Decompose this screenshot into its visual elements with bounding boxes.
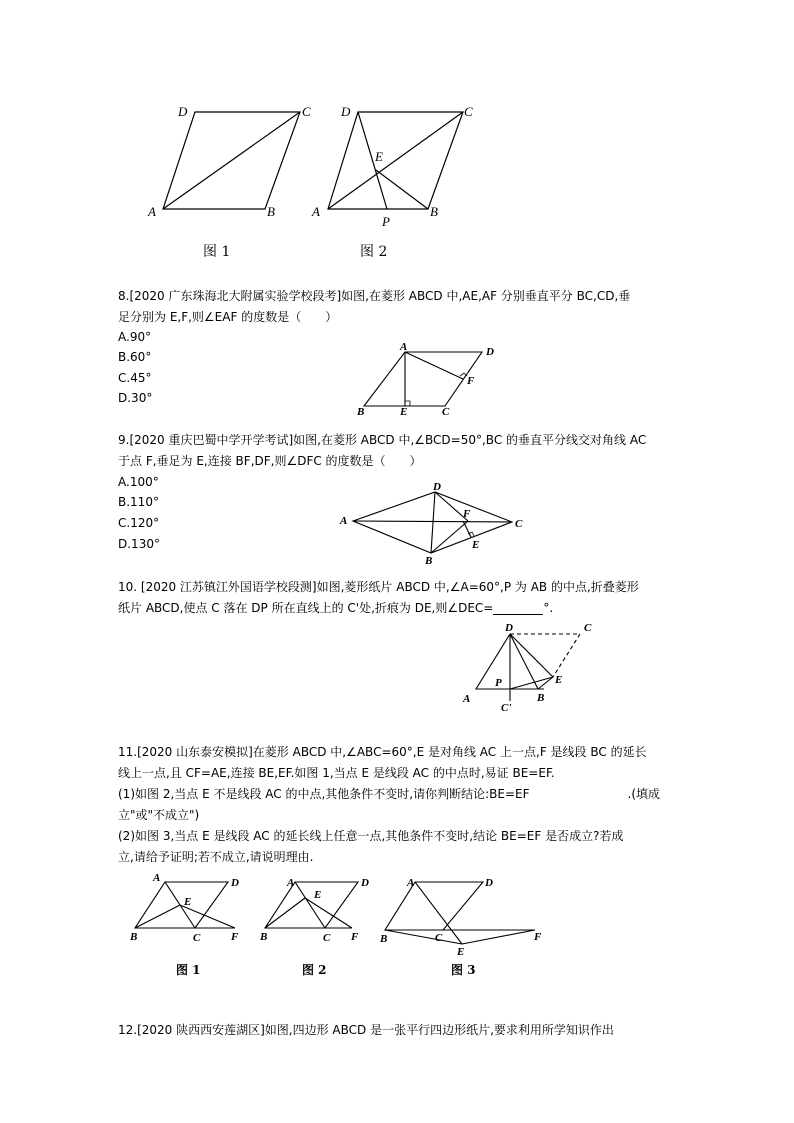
q8-option-b: B.60° [118,350,152,364]
q8-option-d: D.30° [118,391,153,405]
point-label-D: D [178,104,188,119]
point-label-F: F [231,931,239,943]
point-label-C: C [584,622,592,634]
point-label-A: A [148,204,156,219]
point-label-A: A [287,877,295,889]
q10-figure [455,615,605,715]
point-label-C: C [515,518,523,530]
point-label-B: B [357,406,365,418]
point-label-C: C [442,406,450,418]
q9-option-d: D.130° [118,537,160,551]
point-label-D: D [505,622,513,634]
figure-caption: 图 3 [451,963,476,977]
point-label-B: B [130,931,138,943]
point-label-C: C [435,932,443,944]
point-label-F: F [463,508,471,520]
point-label-D: D [361,877,369,889]
point-label-B: B [260,931,268,943]
figure-caption: 图 1 [176,963,201,977]
q9-line-2: 于点 F,垂足为 E,连接 BF,DF,则∠DFC 的度数是（ ） [118,454,422,468]
q9-option-b: B.110° [118,495,159,509]
point-label-F: F [351,931,359,943]
figure-caption: 图 2 [360,244,388,260]
q8-line-1: 8.[2020 广东珠海北大附属实验学校段考]如图,在菱形 ABCD 中,AE,AF 分别垂直平分 BC,CD,垂 [118,289,631,303]
q9-figure [335,478,535,568]
q11-line-6: 立,请给予证明;若不成立,请说明理由. [118,850,314,864]
q9-option-c: C.120° [118,516,160,530]
top-figure-1 [145,100,315,225]
q11-line-2: 线上一点,且 CF=AE,连接 BE,EF.如图 1,当点 E 是线段 AC 的中点时,易证 BE=EF. [118,766,555,780]
point-label-D: D [486,346,494,358]
q11-answer-blank[interactable] [530,789,628,801]
figure-caption: 图 1 [203,244,231,260]
q11-line-1: 11.[2020 山东泰安模拟]在菱形 ABCD 中,∠ABC=60°,E 是对角线 AC 上一点,F 是线段 BC 的延长 [118,745,647,759]
q11-figure-3 [375,870,555,958]
point-label-B: B [267,204,275,219]
q8-figure [350,340,510,420]
q10-answer-blank[interactable] [493,602,543,615]
point-label-B: B [380,933,388,945]
q11-figure-1 [125,870,250,945]
q10-line-1: 10. [2020 江苏镇江外国语学校段测]如图,菱形纸片 ABCD 中,∠A=60°,P 为 AB 的中点,折叠菱形 [118,580,639,594]
point-label-P: P [495,677,502,689]
q10-line-2-text: 纸片 ABCD,使点 C 落在 DP 所在直线上的 C'处,折痕为 DE,则∠DEC= [118,601,494,615]
point-label-D: D [341,104,351,119]
figure-caption: 图 2 [302,963,327,977]
point-label-A: A [153,872,161,884]
q12-line-1: 12.[2020 陕西西安莲湖区]如图,四边形 ABCD 是一张平行四边形纸片,要求利用所学知识作出 [118,1023,614,1037]
point-label-A: A [407,877,415,889]
point-label-C: C [323,932,331,944]
point-label-F: F [467,375,475,387]
point-label-D: D [433,481,441,493]
point-label-F: F [534,931,542,943]
top-figure-2 [308,100,478,230]
point-label-A: A [312,204,320,219]
point-label-D: D [231,877,239,889]
point-label-B: B [430,204,438,219]
point-label-E: E [184,896,192,908]
point-label-A: A [463,693,471,705]
q11-line-4: 立"或"不成立") [118,808,200,822]
point-label-A: A [340,515,348,527]
q10-line-2 [118,601,553,615]
q10-line-2-tail: °. [543,601,554,615]
point-label-E: E [314,889,322,901]
point-label-E: E [472,539,480,551]
point-label-B: B [425,555,433,567]
point-label-P: P [382,214,390,229]
point-label-C-prime: C' [501,702,512,714]
q9-option-a: A.100° [118,475,159,489]
q11-part-1-text: (1)如图 2,当点 E 不是线段 AC 的中点,其他条件不变时,请你判断结论:BE=EF [118,787,530,801]
point-label-C: C [464,104,473,119]
point-label-E: E [555,674,563,686]
q8-option-a: A.90° [118,330,152,344]
point-label-E: E [457,946,465,958]
q11-line-5: (2)如图 3,当点 E 是线段 AC 的延长线上任意一点,其他条件不变时,结论 BE=EF 是否成立?若成 [118,829,624,843]
point-label-E: E [375,149,383,164]
point-label-A: A [400,341,408,353]
point-label-C: C [302,104,311,119]
point-label-C: C [193,932,201,944]
point-label-E: E [400,406,408,418]
q11-line-3 [118,787,660,801]
q11-part-1-tail: .(填成 [627,787,661,801]
point-label-B: B [537,692,545,704]
point-label-D: D [485,877,493,889]
q8-option-c: C.45° [118,371,152,385]
q9-line-1: 9.[2020 重庆巴蜀中学开学考试]如图,在菱形 ABCD 中,∠BCD=50°,BC 的垂直平分线交对角线 AC [118,433,647,447]
q11-figure-2 [255,870,380,945]
q8-line-2: 足分别为 E,F,则∠EAF 的度数是（ ） [118,310,338,324]
